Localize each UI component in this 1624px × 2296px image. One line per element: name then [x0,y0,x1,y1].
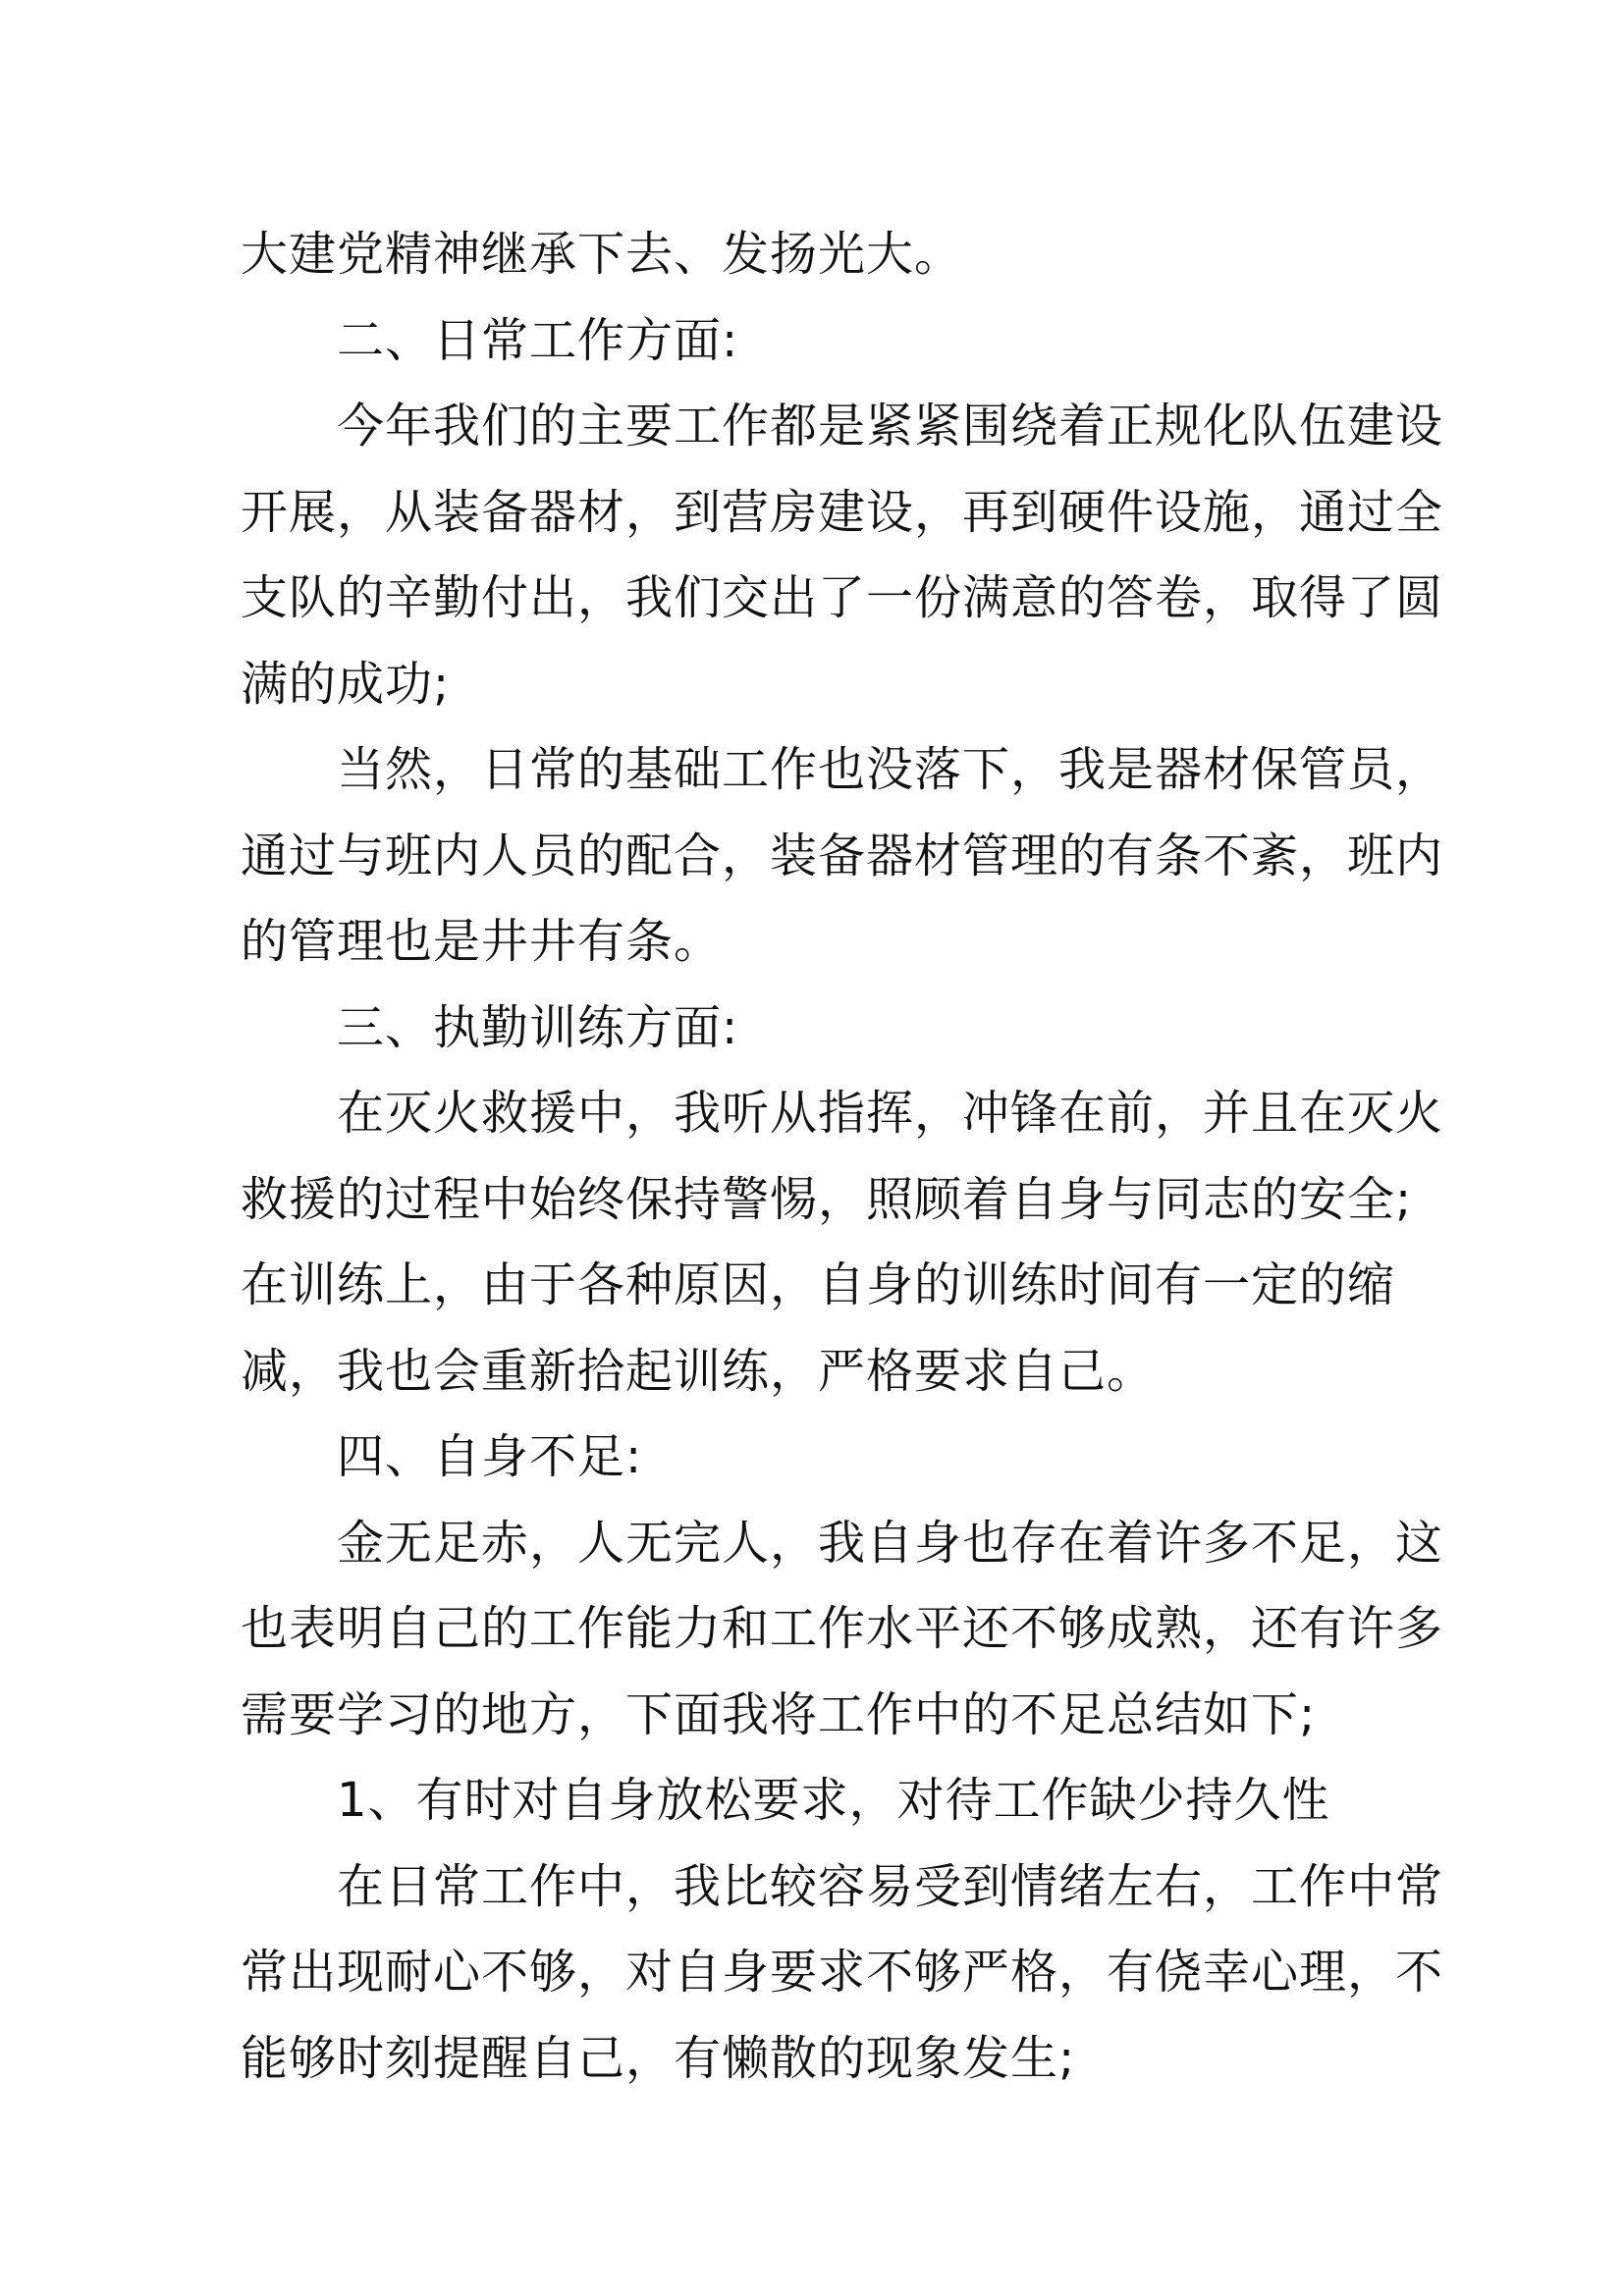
text-line: 减，我也会重新拾起训练，严格要求自己。 [241,1343,1156,1399]
text-line: 开展，从装备器材，到营房建设，再到硬件设施，通过全 [241,484,1444,540]
text-line: 当然，日常的基础工作也没落下，我是器材保管员， [337,742,1444,797]
text-line: 也表明自己的工作能力和工作水平还不够成熟，还有许多 [241,1601,1444,1656]
text-line: 二、日常工作方面: [337,312,739,368]
text-line: 1、有时对自身放松要求，对待工作缺少持久性 [337,1773,1330,1828]
text-line: 三、执勤训练方面: [337,999,739,1055]
text-line: 通过与班内人员的配合，装备器材管理的有条不紊，班内 [241,828,1444,883]
text-line: 需要学习的地方，下面我将工作中的不足总结如下; [241,1686,1317,1742]
text-line: 支队的辛勤付出，我们交出了一份满意的答卷，取得了圆 [241,570,1444,625]
text-line: 在灭火救援中，我听从指挥，冲锋在前，并且在灭火 [337,1086,1444,1141]
text-line: 救援的过程中始终保持警惕，照顾着自身与同志的安全; [241,1171,1413,1227]
text-line: 在训练上，由于各种原因，自身的训练时间有一定的缩 [241,1257,1396,1312]
text-line: 能够时刻提醒自己，有懒散的现象发生; [241,2030,1076,2086]
document-body [241,212,1444,2102]
text-line: 满的成功; [241,656,451,712]
text-line: 四、自身不足: [337,1429,643,1484]
text-line: 在日常工作中，我比较容易受到情绪左右，工作中常 [337,1858,1444,1914]
text-line: 的管理也是井井有条。 [241,914,723,969]
text-line: 大建党精神继承下去、发扬光大。 [241,227,963,282]
text-line: 金无足赤，人无完人，我自身也存在着许多不足，这 [337,1515,1444,1571]
text-line: 常出现耐心不够，对自身要求不够严格，有侥幸心理，不 [241,1945,1444,2000]
text-line: 今年我们的主要工作都是紧紧围绕着正规化队伍建设 [337,399,1444,454]
